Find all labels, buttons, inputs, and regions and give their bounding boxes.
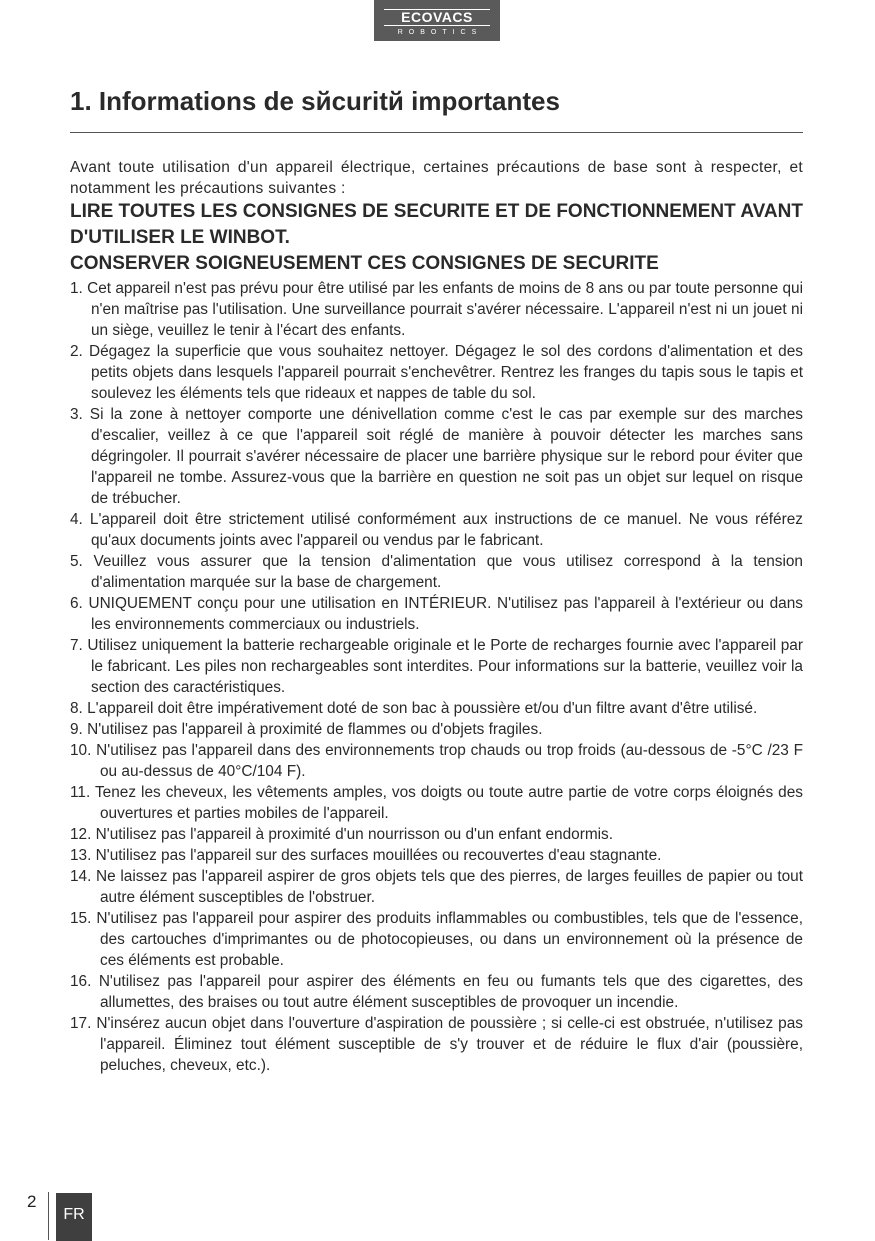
list-item: 3. Si la zone à nettoyer comporte une dénivellation comme c'est le cas par exemple sur des marches d'escalier, veillez à ce que l'appareil soit réglé de manière à pouvoir détecter les marches sans dégringoler. Il pourrait s'avérer nécessaire de placer une barrière physique sur le rebord pour éviter que l'appareil ne tombe. Assurez-vous que la barrière en question ne soit pas un objet sur lequel on risque de trébucher. (70, 406, 803, 507)
list-item: 11. Tenez les cheveux, les vêtements amples, vos doigts ou toute autre partie de votre corps éloignés des ouvertures et parties mobiles de l'appareil. (70, 784, 803, 822)
logo-brand: ECOVACS (384, 9, 490, 26)
list-item: 14. Ne laissez pas l'appareil aspirer de gros objets tels que des pierres, de larges feuilles de papier ou tout autre élément susceptibles de l'obstruer. (70, 868, 803, 906)
list-item: 8. L'appareil doit être impérativement doté de son bac à poussière et/ou d'un filtre avant d'être utilisé. (70, 700, 758, 717)
list-item: 12. N'utilisez pas l'appareil à proximité d'un nourrisson ou d'un enfant endormis. (70, 826, 614, 843)
list-item: 13. N'utilisez pas l'appareil sur des surfaces mouillées ou recouvertes d'eau stagnante. (70, 847, 662, 864)
list-item: 10. N'utilisez pas l'appareil dans des environnements trop chauds ou trop froids (au-dessous de -5°C /23 F ou au-dessus de 40°C/104 F). (70, 742, 803, 780)
intro-paragraph: Avant toute utilisation d'un appareil électrique, certaines précautions de base sont à respecter, et notamment les précautions suivantes : (70, 159, 803, 197)
list-item: 5. Veuillez vous assurer que la tension d'alimentation que vous utilisez correspond à la tension d'alimentation marquée sur la base de chargement. (70, 553, 803, 591)
footer-divider (48, 1192, 49, 1240)
safety-list (70, 278, 803, 1076)
list-item: 1. Cet appareil n'est pas prévu pour être utilisé par les enfants de moins de 8 ans ou par toute personne qui n'en maîtrise pas l'utilisation. Une surveillance pourrait s'avérer nécessaire. L'appareil n'est ni un jouet ni un siège, veuillez le tenir à l'écart des enfants. (70, 280, 803, 339)
list-item: 7. Utilisez uniquement la batterie rechargeable originale et le Porte de recharges fournie avec l'appareil par le fabricant. Les piles non rechargeables sont interdites. Pour informations sur la batterie, veuillez voir la section des caractéristiques. (70, 637, 803, 696)
logo-tagline: ROBOTICS (397, 29, 483, 36)
list-item: 9. N'utilisez pas l'appareil à proximité de flammes ou d'objets fragiles. (70, 721, 543, 738)
language-badge: FR (56, 1193, 92, 1241)
page-number: 2 (27, 1192, 37, 1211)
list-item: 15. N'utilisez pas l'appareil pour aspirer des produits inflammables ou combustibles, tels que de l'essence, des cartouches d'imprimantes ou de photocopieuses, ou dans un environnement où la présence de ces éléments est probable. (70, 910, 803, 969)
warning-keep-instructions: CONSERVER SOIGNEUSEMENT CES CONSIGNES DE SECURITE (70, 253, 659, 274)
warning-read-instructions: LIRE TOUTES LES CONSIGNES DE SECURITE ET DE FONCTIONNEMENT AVANT D'UTILISER LE WINBOT. (70, 201, 803, 248)
title-divider (70, 132, 803, 133)
ecovacs-logo (374, 0, 500, 41)
list-item: 16. N'utilisez pas l'appareil pour aspirer des éléments en feu ou fumants tels que des cigarettes, des allumettes, des braises ou tout autre élément susceptibles de provoquer un incendie. (70, 973, 803, 1011)
page-title: 1. Informations de sйcuritй importantes (70, 86, 560, 116)
list-item: 4. L'appareil doit être strictement utilisé conformément aux instructions de ce manuel. Ne vous référez qu'aux documents joints avec l'appareil ou vendus par le fabricant. (70, 511, 803, 549)
list-item: 6. UNIQUEMENT conçu pour une utilisation en INTÉRIEUR. N'utilisez pas l'appareil à l'extérieur ou dans les environnements commerciaux ou industriels. (70, 595, 803, 633)
list-item: 17. N'insérez aucun objet dans l'ouverture d'aspiration de poussière ; si celle-ci est obstruée, n'utilisez pas l'appareil. Éliminez tout élément susceptible de s'y trouver et de réduire le flux d'air (poussière, peluches, cheveux, etc.). (70, 1015, 803, 1074)
safety-content (70, 157, 803, 1076)
list-item: 2. Dégagez la superficie que vous souhaitez nettoyer. Dégagez le sol des cordons d'alimentation et des petits objets dans lesquels l'appareil pourrait s'enchevêtrer. Rentrez les franges du tapis sous le tapis et soulevez les éléments tels que rideaux et nappes de table du sol. (70, 343, 803, 402)
